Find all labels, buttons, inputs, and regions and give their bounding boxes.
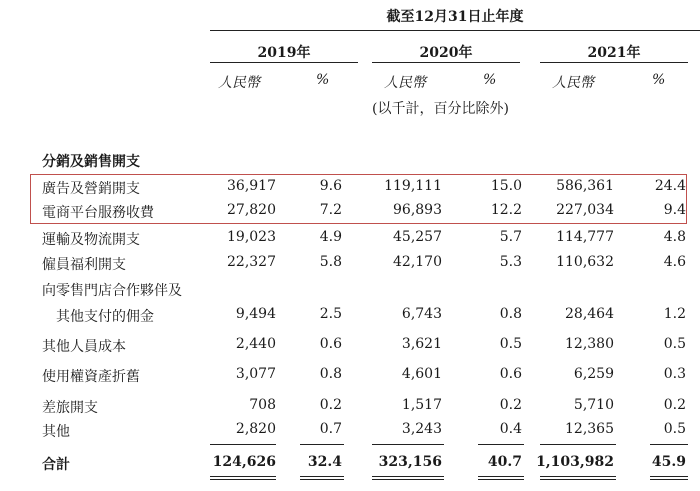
total-value-2019: 124,626 bbox=[212, 454, 276, 470]
total-value-2021: 1,103,982 bbox=[536, 454, 614, 470]
year-2020: 2020年 bbox=[419, 45, 473, 61]
value-2019: 36,917 bbox=[227, 178, 276, 194]
year-rule-2021 bbox=[540, 62, 688, 63]
total-double-rule-2019-pct-2 bbox=[300, 479, 344, 480]
total-double-rule-2019-pct bbox=[300, 476, 344, 477]
year-rule-2020 bbox=[372, 62, 520, 63]
total-double-rule-2021-pct-2 bbox=[650, 479, 688, 480]
percent-2019: 0.6 bbox=[319, 336, 342, 352]
percent-2021: 0.5 bbox=[663, 421, 686, 437]
percent-2021: % bbox=[652, 72, 666, 88]
value-2021: 110,632 bbox=[556, 254, 614, 270]
value-2019: 2,820 bbox=[235, 421, 276, 437]
row-label: 運輸及物流開支 bbox=[42, 232, 140, 248]
value-2019: 19,023 bbox=[227, 229, 276, 245]
header-rule-top bbox=[210, 30, 700, 31]
percent-2021: 9.4 bbox=[663, 202, 686, 218]
subtotal-rule-2021-value bbox=[540, 444, 616, 445]
row-label: 使用權資產折舊 bbox=[42, 369, 140, 385]
value-2020: 45,257 bbox=[393, 229, 442, 245]
subtotal-rule-2019-value bbox=[210, 444, 276, 445]
percent-2020: 5.7 bbox=[499, 229, 522, 245]
percent-2020: 12.2 bbox=[490, 202, 522, 218]
value-2021: 12,365 bbox=[565, 421, 614, 437]
subtotal-rule-2021-pct bbox=[650, 444, 688, 445]
currency-2019: 人民幣 bbox=[218, 75, 260, 91]
percent-2019: % bbox=[316, 72, 330, 88]
total-label: 合計 bbox=[42, 457, 70, 473]
value-2021: 28,464 bbox=[565, 306, 614, 322]
total-percent-2019: 32.4 bbox=[307, 454, 342, 470]
value-2019: 27,820 bbox=[227, 202, 276, 218]
value-2019: 2,440 bbox=[235, 336, 276, 352]
percent-2019: 5.8 bbox=[319, 254, 342, 270]
row-label: 向零售門店合作夥伴及 bbox=[42, 283, 182, 299]
value-2020: 119,111 bbox=[384, 178, 442, 194]
percent-2020: 15.0 bbox=[490, 178, 522, 194]
row-label-continued: 其他支付的佣金 bbox=[56, 309, 154, 325]
percent-2019: 7.2 bbox=[319, 202, 342, 218]
total-double-rule-2021-value bbox=[540, 476, 616, 477]
percent-2020: 0.4 bbox=[499, 421, 522, 437]
currency-2020: 人民幣 bbox=[384, 75, 426, 91]
year-2021: 2021年 bbox=[587, 45, 641, 61]
value-2021: 114,777 bbox=[556, 229, 614, 245]
value-2020: 4,601 bbox=[401, 366, 442, 382]
total-value-2020: 323,156 bbox=[378, 454, 442, 470]
currency-2021: 人民幣 bbox=[552, 75, 594, 91]
percent-2019: 0.2 bbox=[319, 397, 342, 413]
value-2020: 3,621 bbox=[401, 336, 442, 352]
year-rule-2019 bbox=[210, 62, 358, 63]
row-label: 電商平台服務收費 bbox=[42, 205, 154, 221]
total-double-rule-2021-value-2 bbox=[540, 479, 616, 480]
percent-2021: 4.8 bbox=[663, 229, 686, 245]
percent-2019: 0.8 bbox=[319, 366, 342, 382]
percent-2021: 0.2 bbox=[663, 397, 686, 413]
percent-2021: 0.3 bbox=[663, 366, 686, 382]
row-label: 廣告及營銷開支 bbox=[42, 181, 140, 197]
row-label: 僱員福利開支 bbox=[42, 257, 126, 273]
percent-2019: 4.9 bbox=[319, 229, 342, 245]
total-double-rule-2020-value bbox=[372, 476, 444, 477]
value-2020: 6,743 bbox=[401, 306, 442, 322]
total-double-rule-2020-value-2 bbox=[372, 479, 444, 480]
total-percent-2021: 45.9 bbox=[651, 454, 686, 470]
row-label: 其他 bbox=[42, 424, 70, 440]
value-2019: 708 bbox=[249, 397, 276, 413]
percent-2021: 1.2 bbox=[663, 306, 686, 322]
total-double-rule-2020-pct bbox=[478, 476, 524, 477]
percent-2020: 5.3 bbox=[499, 254, 522, 270]
section-title: 分銷及銷售開支 bbox=[42, 154, 140, 170]
percent-2021: 0.5 bbox=[663, 336, 686, 352]
value-2021: 12,380 bbox=[565, 336, 614, 352]
percent-2020: 0.6 bbox=[499, 366, 522, 382]
value-2020: 96,893 bbox=[393, 202, 442, 218]
value-2019: 22,327 bbox=[227, 254, 276, 270]
value-2020: 1,517 bbox=[401, 397, 442, 413]
units-note: (以千計，百分比除外) bbox=[372, 101, 509, 117]
percent-2020: % bbox=[483, 72, 497, 88]
total-double-rule-2020-pct-2 bbox=[478, 479, 524, 480]
year-2019: 2019年 bbox=[257, 45, 311, 61]
period-title: 截至12月31日止年度 bbox=[386, 9, 524, 25]
percent-2019: 9.6 bbox=[319, 178, 342, 194]
total-double-rule-2019-value bbox=[210, 476, 276, 477]
subtotal-rule-2020-pct bbox=[478, 444, 524, 445]
row-label: 差旅開支 bbox=[42, 400, 98, 416]
total-percent-2020: 40.7 bbox=[487, 454, 522, 470]
value-2021: 5,710 bbox=[573, 397, 614, 413]
value-2021: 227,034 bbox=[556, 202, 614, 218]
percent-2020: 0.2 bbox=[499, 397, 522, 413]
percent-2019: 0.7 bbox=[319, 421, 342, 437]
percent-2021: 4.6 bbox=[663, 254, 686, 270]
subtotal-rule-2020-value bbox=[372, 444, 444, 445]
total-double-rule-2019-value-2 bbox=[210, 479, 276, 480]
percent-2019: 2.5 bbox=[319, 306, 342, 322]
value-2021: 6,259 bbox=[573, 366, 614, 382]
percent-2021: 24.4 bbox=[654, 178, 686, 194]
total-double-rule-2021-pct bbox=[650, 476, 688, 477]
value-2019: 3,077 bbox=[235, 366, 276, 382]
subtotal-rule-2019-pct bbox=[300, 444, 344, 445]
row-label: 其他人員成本 bbox=[42, 339, 126, 355]
value-2019: 9,494 bbox=[235, 306, 276, 322]
value-2020: 42,170 bbox=[393, 254, 442, 270]
value-2021: 586,361 bbox=[556, 178, 614, 194]
value-2020: 3,243 bbox=[401, 421, 442, 437]
percent-2020: 0.8 bbox=[499, 306, 522, 322]
percent-2020: 0.5 bbox=[499, 336, 522, 352]
